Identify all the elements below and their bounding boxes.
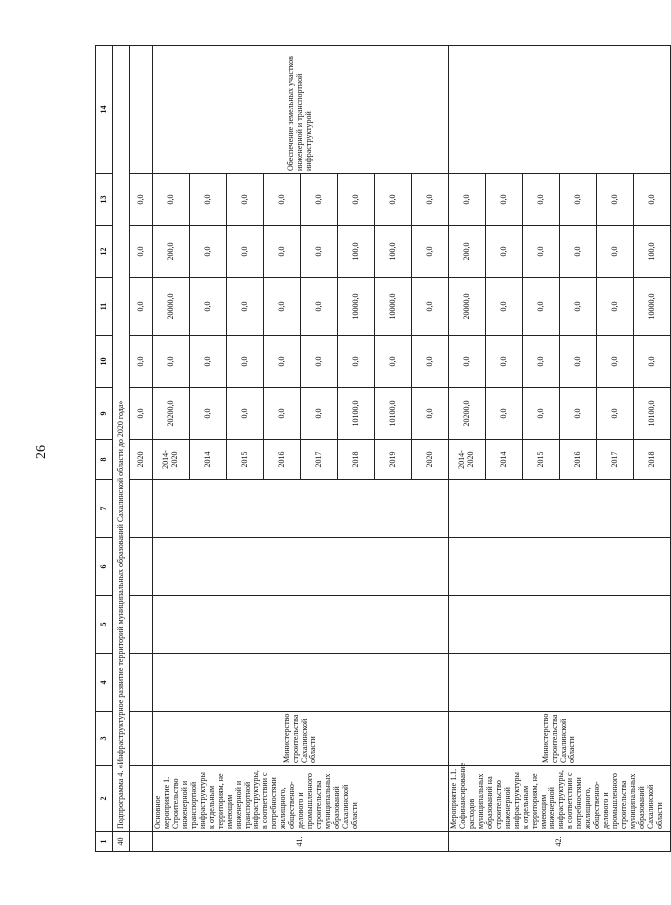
- value-cell: 0,0: [301, 388, 338, 440]
- header-cell: 13: [96, 174, 113, 226]
- value-cell: 0,0: [227, 388, 264, 440]
- value-cell: 0,0: [301, 174, 338, 226]
- empty-cell: [130, 832, 153, 852]
- rotated-table-container: [95, 46, 664, 852]
- value-cell: 0,0: [486, 174, 523, 226]
- value-cell: 0,0: [412, 226, 449, 278]
- value-cell: 0,0: [523, 336, 560, 388]
- subprogram-year-row: [130, 46, 153, 852]
- value-cell: 200,0: [449, 226, 486, 278]
- value-cell: 0,0: [634, 174, 671, 226]
- executor-name: Министерство строительства Сахалинской области: [153, 712, 449, 766]
- value-cell: 0,0: [597, 278, 634, 336]
- page-number: 26: [34, 445, 49, 459]
- value-cell: 0,0: [412, 336, 449, 388]
- value-cell: 0,0: [523, 226, 560, 278]
- value-cell: 0,0: [227, 174, 264, 226]
- value-cell: 0,0: [338, 174, 375, 226]
- value-cell: 0,0: [486, 278, 523, 336]
- table-row: [153, 46, 190, 852]
- header-cell: 3: [96, 712, 113, 766]
- value-cell: 10000,0: [375, 278, 412, 336]
- subprogram-number: 40: [113, 832, 130, 852]
- value-cell: 10000,0: [338, 278, 375, 336]
- value-cell: 0,0: [190, 336, 227, 388]
- header-row: [96, 46, 113, 852]
- year-cell: 2020: [412, 440, 449, 480]
- value-cell: 0,0: [301, 336, 338, 388]
- year-cell: 2017: [301, 440, 338, 480]
- year-cell: 2016: [264, 440, 301, 480]
- value-cell: 0,0: [190, 226, 227, 278]
- empty-cell: [130, 712, 153, 766]
- value-cell: 0,0: [412, 388, 449, 440]
- value-cell: 0,0: [560, 226, 597, 278]
- value-cell: 0,0: [523, 174, 560, 226]
- empty-cell: [153, 596, 449, 654]
- value-cell: 0,0: [597, 388, 634, 440]
- header-cell: 7: [96, 480, 113, 538]
- value-cell: 0,0: [227, 226, 264, 278]
- value-cell: 20000,0: [449, 278, 486, 336]
- header-cell: 14: [96, 46, 113, 174]
- header-cell: 2: [96, 766, 113, 832]
- value-cell: 0,0: [486, 388, 523, 440]
- empty-cell: [449, 596, 671, 654]
- value-cell: 0,0: [375, 336, 412, 388]
- empty-cell: [153, 538, 449, 596]
- value-cell: 0,0: [190, 388, 227, 440]
- value-cell: 0,0: [301, 278, 338, 336]
- value-cell: 0,0: [597, 336, 634, 388]
- value-cell: 10000,0: [634, 278, 671, 336]
- value-cell: 10100,0: [634, 388, 671, 440]
- value-cell: 0,0: [227, 278, 264, 336]
- row-number: 42.: [449, 832, 671, 852]
- header-cell: 6: [96, 538, 113, 596]
- value-cell: 0,0: [560, 388, 597, 440]
- value-cell: 0,0: [338, 336, 375, 388]
- subprogram-row: [113, 46, 130, 852]
- year-cell: 2018: [338, 440, 375, 480]
- measure-name: Основное мероприятие 1. Строительство инженерной и транспортной инфраструктуры к отдельным территориям, не имеющим инженерной и транспортной инфраструктуры, в соответствии с потребностями жилищного, общественно-делового и промышленного строительства муниципальных образований Сахалинской области: [153, 766, 449, 832]
- value-cell: 0,0: [190, 278, 227, 336]
- value-cell: 20200,0: [449, 388, 486, 440]
- year-cell: 2014- 2020: [449, 440, 486, 480]
- value-cell: 0,0: [560, 336, 597, 388]
- empty-cell: [449, 538, 671, 596]
- header-cell: 12: [96, 226, 113, 278]
- value-cell: 100,0: [338, 226, 375, 278]
- subprogram-title: Подпрограмма 4. «Инфраструктурное развитие территорий муниципальных образований Сахалинской области до 2020 года»: [113, 46, 130, 832]
- executor-name: Министерство строительства Сахалинской области: [449, 712, 671, 766]
- empty-cell: [130, 654, 153, 712]
- table-body: [96, 46, 671, 852]
- value-cell: 0,0: [523, 278, 560, 336]
- empty-cell: [130, 46, 153, 174]
- value-cell: 0,0: [301, 226, 338, 278]
- value-cell: 0,0: [486, 226, 523, 278]
- value-cell: 0,0: [597, 226, 634, 278]
- year-cell: 2015: [227, 440, 264, 480]
- value-cell: 0,0: [634, 336, 671, 388]
- value-cell: 0,0: [449, 336, 486, 388]
- measure-name: Мероприятие 1.1. Софинансирование расходов муниципальных образований на строительство инженерной инфраструктуры к отдельным территориям, не имеющим инженерной инфраструктуры, в соответствии с потребностями жилищного, общественно-делового и промышленного строительства муниципальных образований Сахалинской области: [449, 766, 671, 832]
- header-cell: 9: [96, 388, 113, 440]
- value-cell: 0,0: [130, 174, 153, 226]
- value-cell: 100,0: [634, 226, 671, 278]
- expected-result: Обеспечение земельных участков инженерной и транспортной инфраструктурой: [153, 46, 449, 174]
- value-cell: 100,0: [375, 226, 412, 278]
- empty-cell: [449, 46, 671, 174]
- value-cell: 0,0: [130, 278, 153, 336]
- empty-cell: [153, 480, 449, 538]
- year-cell: 2019: [375, 440, 412, 480]
- row-number: 41.: [153, 832, 449, 852]
- value-cell: 0,0: [264, 278, 301, 336]
- empty-cell: [153, 654, 449, 712]
- year-cell: 2016: [560, 440, 597, 480]
- year-cell: 2014- 2020: [153, 440, 190, 480]
- empty-cell: [130, 596, 153, 654]
- table-row: [449, 46, 486, 852]
- value-cell: 0,0: [264, 226, 301, 278]
- empty-cell: [130, 766, 153, 832]
- value-cell: 0,0: [153, 174, 190, 226]
- header-cell: 8: [96, 440, 113, 480]
- header-cell: 5: [96, 596, 113, 654]
- value-cell: 0,0: [449, 174, 486, 226]
- value-cell: 10100,0: [375, 388, 412, 440]
- empty-cell: [449, 654, 671, 712]
- value-cell: 20000,0: [153, 278, 190, 336]
- year-cell: 2018: [634, 440, 671, 480]
- value-cell: 0,0: [130, 226, 153, 278]
- year-cell: 2014: [486, 440, 523, 480]
- value-cell: 0,0: [560, 278, 597, 336]
- value-cell: 0,0: [597, 174, 634, 226]
- value-cell: 0,0: [486, 336, 523, 388]
- value-cell: 200,0: [153, 226, 190, 278]
- empty-cell: [130, 480, 153, 538]
- value-cell: 0,0: [560, 174, 597, 226]
- value-cell: 0,0: [227, 336, 264, 388]
- header-cell: 11: [96, 278, 113, 336]
- header-cell: 10: [96, 336, 113, 388]
- program-table: [95, 45, 671, 852]
- year-cell: 2020: [130, 440, 153, 480]
- value-cell: 0,0: [412, 278, 449, 336]
- value-cell: 0,0: [375, 174, 412, 226]
- value-cell: 0,0: [264, 388, 301, 440]
- value-cell: 0,0: [130, 388, 153, 440]
- value-cell: 0,0: [153, 336, 190, 388]
- value-cell: 20200,0: [153, 388, 190, 440]
- year-cell: 2017: [597, 440, 634, 480]
- value-cell: 10100,0: [338, 388, 375, 440]
- empty-cell: [130, 538, 153, 596]
- value-cell: 0,0: [264, 336, 301, 388]
- value-cell: 0,0: [264, 174, 301, 226]
- year-cell: 2014: [190, 440, 227, 480]
- value-cell: 0,0: [523, 388, 560, 440]
- header-cell: 4: [96, 654, 113, 712]
- value-cell: 0,0: [130, 336, 153, 388]
- header-cell: 1: [96, 832, 113, 852]
- empty-cell: [449, 480, 671, 538]
- year-cell: 2015: [523, 440, 560, 480]
- value-cell: 0,0: [412, 174, 449, 226]
- value-cell: 0,0: [190, 174, 227, 226]
